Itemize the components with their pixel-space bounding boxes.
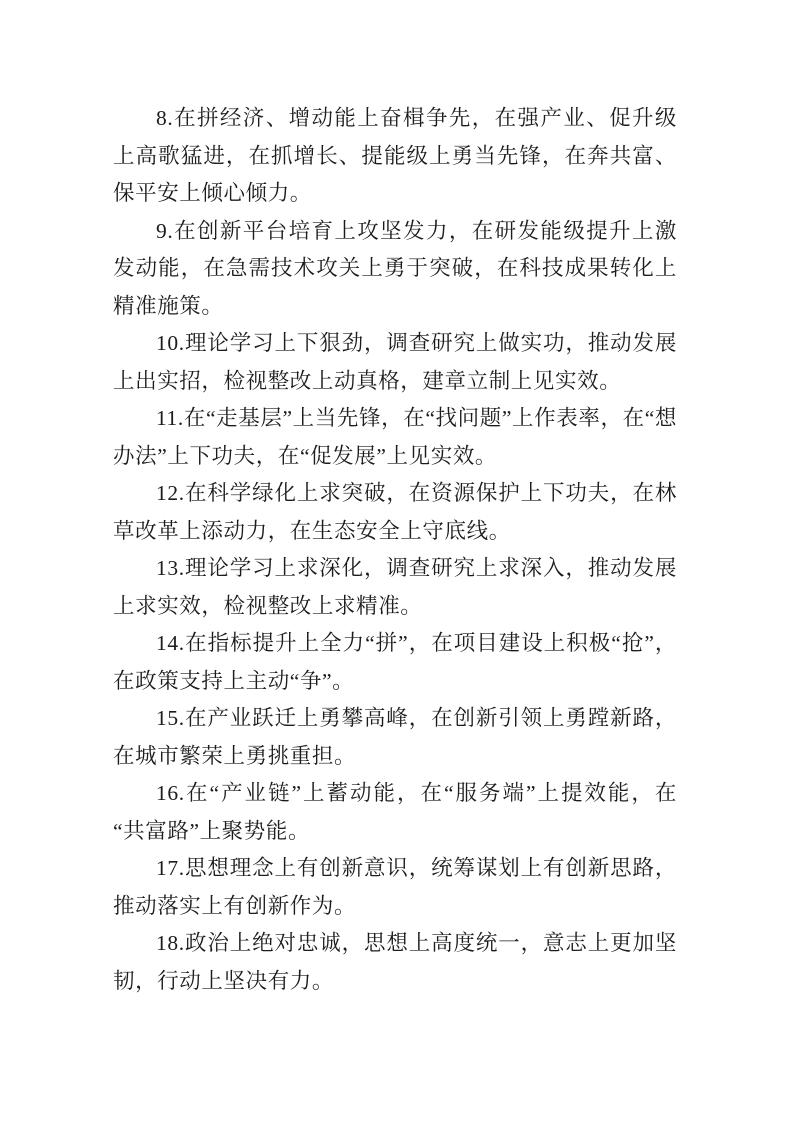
document-body [113,100,677,1000]
paragraph-item-14: 14.在指标提升上全力“拼”，在项目建设上积极“抢”，在政策支持上主动“争”。 [113,631,677,693]
paragraph-item-8: 8.在拼经济、增动能上奋楫争先，在强产业、促升级上高歌猛进，在抓增长、提能级上勇当先锋，在奔共富、保平安上倾心倾力。 [113,106,677,205]
paragraph-item-16: 16.在“产业链”上蓄动能，在“服务端”上提效能，在“共富路”上聚势能。 [113,781,677,843]
paragraph-item-17: 17.思想理念上有创新意识，统筹谋划上有创新思路，推动落实上有创新作为。 [113,856,677,918]
paragraph-item-15: 15.在产业跃迁上勇攀高峰，在创新引领上勇蹚新路，在城市繁荣上勇挑重担。 [113,706,677,768]
paragraph-item-13: 13.理论学习上求深化，调查研究上求深入，推动发展上求实效，检视整改上求精准。 [113,556,677,618]
paragraph-item-12: 12.在科学绿化上求突破，在资源保护上下功夫，在林草改革上添动力，在生态安全上守底线。 [113,481,677,543]
paragraph-item-11: 11.在“走基层”上当先锋，在“找问题”上作表率，在“想办法”上下功夫，在“促发展”上见实效。 [113,406,677,468]
paragraph-item-10: 10.理论学习上下狠劲，调查研究上做实功，推动发展上出实招，检视整改上动真格，建章立制上见实效。 [113,331,677,393]
paragraph-item-18: 18.政治上绝对忠诚，思想上高度统一，意志上更加坚韧，行动上坚决有力。 [113,931,677,993]
paragraph-item-9: 9.在创新平台培育上攻坚发力，在研发能级提升上激发动能，在急需技术攻关上勇于突破，在科技成果转化上精准施策。 [113,218,677,318]
